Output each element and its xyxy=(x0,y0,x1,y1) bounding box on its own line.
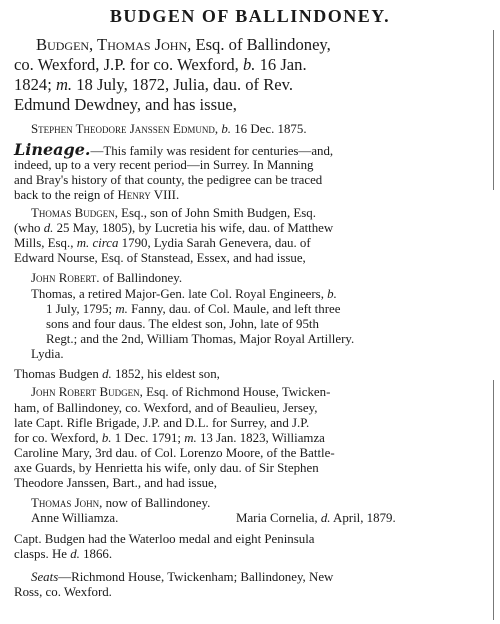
person-name: John Robert xyxy=(31,271,97,285)
thomas-death-line: Thomas Budgen d. 1852, his eldest son, xyxy=(14,367,220,381)
person-name: Budgen, Thomas John xyxy=(36,35,188,54)
john-robert-line-2: ham, of Ballindoney, co. Wexford, and of Beaulieu, Jersey, xyxy=(14,401,318,415)
person-name: Thomas John xyxy=(31,496,100,510)
thomas-line-4: Edward Nourse, Esq. of Stanstead, Essex, and had issue, xyxy=(14,251,306,265)
child-thomas-line-2: 1 July, 1795; m. Fanny, dau. of Col. Maule, and left three xyxy=(46,302,341,316)
column-rule xyxy=(493,30,494,190)
child-thomas-line-1: Thomas, a retired Major-Gen. late Col. Royal Engineers, b. xyxy=(31,287,337,301)
capt-line-1: Capt. Budgen had the Waterloo medal and eight Peninsula xyxy=(14,532,315,546)
john-robert-line-4: for co. Wexford, b. 1 Dec. 1791; m. 13 Jan. 1823, Williamza xyxy=(14,431,325,445)
intro-line-3: 1824; m. 18 July, 1872, Julia, dau. of Rev. xyxy=(14,75,294,94)
child-thomas-line-3: sons and four daus. The eldest son, John, late of 95th xyxy=(46,317,319,331)
intro-line-2: co. Wexford, J.P. for co. Wexford, b. 16 Jan. xyxy=(14,55,307,74)
intro-line-4: Edmund Dewdney, and has issue, xyxy=(14,95,237,114)
lineage-line-3: and Bray's history of that county, the pedigree can be traced xyxy=(14,173,323,187)
capt-line-2: clasps. He d. 1866. xyxy=(14,547,113,561)
person-name: Stephen Theodore Janssen Edmund xyxy=(31,122,215,136)
seats-label: Seats xyxy=(31,570,59,584)
child-anne: Anne Williamza. xyxy=(31,511,119,525)
issue-line: Stephen Theodore Janssen Edmund, b. 16 Dec. 1875. xyxy=(31,122,307,136)
john-robert-line-5: Caroline Mary, 3rd dau. of Col. Lorenzo Moore, of the Battle- xyxy=(14,446,335,460)
child-john-robert: John Robert. of Ballindoney. xyxy=(31,271,183,285)
person-name: Thomas Budgen xyxy=(31,206,115,220)
child-thomas-john: Thomas John, now of Ballindoney. xyxy=(31,496,211,510)
thomas-line-3: Mills, Esq., m. circa 1790, Lydia Sarah Genevera, dau. of xyxy=(14,236,311,250)
intro-line-1: Budgen, Thomas John, Esq. of Ballindoney, xyxy=(36,35,331,54)
john-robert-line-6: axe Guards, by Henrietta his wife, only dau. of Sir Stephen xyxy=(14,461,319,475)
john-robert-line-7: Theodore Janssen, Bart., and had issue, xyxy=(14,476,217,490)
thomas-line-1: Thomas Budgen, Esq., son of John Smith Budgen, Esq. xyxy=(31,206,316,220)
lineage-line-1: Lineage.—This family was resident for centuries—and, xyxy=(14,140,334,159)
seats-line-2: Ross, co. Wexford. xyxy=(14,585,112,599)
lineage-line-4: back to the reign of Henry VIII. xyxy=(14,188,180,202)
child-maria: Maria Cornelia, d. April, 1879. xyxy=(236,511,396,525)
john-robert-line-1: John Robert Budgen, Esq. of Richmond House, Twicken- xyxy=(31,385,331,399)
page-title: BUDGEN OF BALLINDONEY. xyxy=(109,6,391,26)
person-name: John Robert Budgen xyxy=(31,385,140,399)
child-thomas-line-4: Regt.; and the 2nd, William Thomas, Major Royal Artillery. xyxy=(46,332,355,346)
lineage-heading: Lineage. xyxy=(14,140,91,159)
john-robert-line-3: late Capt. Rifle Brigade, J.P. and D.L. for Surrey, and J.P. xyxy=(14,416,310,430)
child-lydia: Lydia. xyxy=(31,347,64,361)
column-rule xyxy=(493,380,494,620)
seats-line-1: Seats—Richmond House, Twickenham; Ballindoney, New xyxy=(31,570,334,584)
lineage-line-2: indeed, up to a very recent period—in Surrey. In Manning xyxy=(14,158,314,172)
thomas-line-2: (who d. 25 May, 1805), by Lucretia his wife, dau. of Matthew xyxy=(14,221,334,235)
